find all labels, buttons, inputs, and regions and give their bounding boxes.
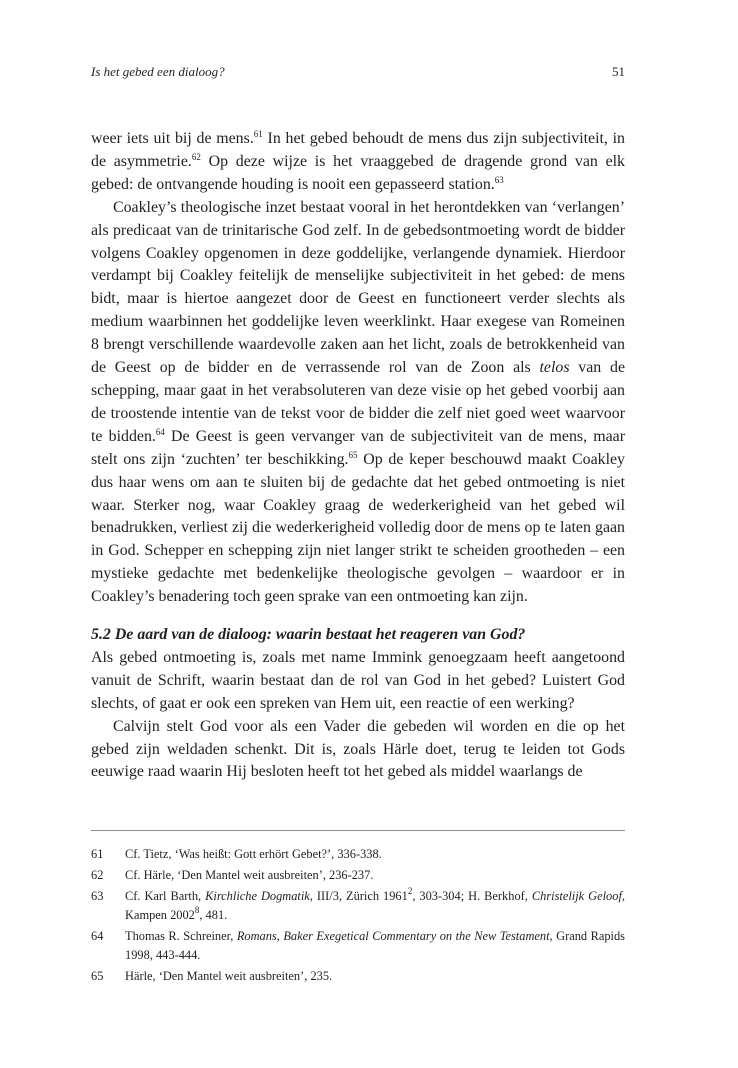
running-header [91,64,625,84]
footnote-number: 62 [91,868,104,882]
footnote [91,845,625,864]
emphasis: telos [539,359,570,377]
edition-superscript: 8 [194,905,200,915]
page-number: 51 [612,64,625,79]
footnote-number: 63 [91,889,104,903]
footnote-ref: 64 [155,426,165,437]
footnote-text: , 481. [199,908,228,922]
footnote-text: Cf. Tietz, ‘Was heißt: Gott erhört Gebet?’, 336-338. [125,847,382,861]
footnote-ref: 63 [494,174,504,185]
footnote-text: Härle, ‘Den Mantel weit ausbreiten’, 235. [125,969,333,983]
edition-superscript: 2 [407,886,413,896]
footnote [91,927,625,965]
text-run: De Geest is geen vervanger van de subjectiviteit van de mens, maar stelt ons zijn ‘zuchten’ ter beschikking. [91,427,625,468]
text-run: Op de keper beschouwd maakt Coakley dus haar wens om aan te sluiten bij de gedachte dat het gebed ontmoeting is niet waar. Sterker nog, waar Coakley graag de wederkerigheid van het gebed wil benadrukken, verliest zij die wederkerigheid volledig door de mens op te laten gaan in God. Schepper en schepping zijn niet langer strikt te scheiden grootheden – een mystieke gedachte met bedenkelijke theologische gevolgen – waardoor er in Coakley’s benadering toch geen sprake van een ontmoeting kan zijn. [91,450,625,606]
footnote-number: 61 [91,847,104,861]
text-run: Coakley’s theologische inzet bestaat vooral in het herontdekken van ‘verlangen’ als predicaat van de trinitarische God zelf. In de gebedsontmoeting wordt de bidder volgens Coakley opgenomen in deze goddelijke, verlangende dynamiek. Hierdoor verdampt bij Coakley feitelijk de menselijke subjectiviteit in het gebed: de mens bidt, maar is hiertoe aangezet door de Geest en functioneert verder slechts als medium waarbinnen het goddelijke leven weerklinkt. Haar exegese van Romeinen 8 brengt verschillende waardevolle zaken aan het licht, zoals de betrokkenheid van de Geest op de bidder en de verrassende rol van de Zoon als [91,198,625,377]
footnote-number: 65 [91,969,104,983]
paragraph-coakley [91,197,625,609]
footnote-divider [91,830,625,831]
footnotes [91,845,625,988]
text-run: weer iets uit bij de mens. [91,130,254,147]
text-run: van de schepping, maar gaat in het verabsoluteren van deze visie op het gebed voorbij aan de troostende intentie van de tekst voor de bidder die zelf niet goed weet waarvoor te bidden. [91,359,626,445]
footnote-ref: 61 [253,129,263,139]
footnote [91,866,625,885]
footnote [91,967,625,986]
main-text [91,128,625,784]
footnote-text: Cf. Härle, ‘Den Mantel weit ausbreiten’, 236-237. [125,868,374,882]
section-heading: 5.2 De aard van de dialoog: waarin bestaat het reageren van God? [91,626,526,644]
book-title: Kirchliche Dogmatik [205,889,310,903]
text-run: Op deze wijze is het vraaggebed de dragende grond van elk gebed: de ontvangende houding is nooit een gepasseerd station. [91,152,625,193]
book-title: Baker Exegetical Commentary on the New Testament [283,929,550,943]
text-run: In het gebed behoudt de mens dus zijn subjectiviteit, in de asymmetrie. [91,130,626,170]
footnote [91,887,625,925]
running-title: Is het gebed een dialoog? [91,64,225,79]
paragraph-section-intro: Als gebed ontmoeting is, zoals met name Immink genoegzaam heeft aangetoond vanuit de Schrift, waarin bestaat dan de rol van God in het gebed? Luistert God slechts, of gaat er ook een spreken van Hem uit, een reactie of een werking? [91,648,625,712]
book-title: Christelijk Geloof [531,889,622,903]
book-title: Romans [236,929,277,943]
paragraph-calvijn: Calvijn stelt God voor als een Vader die gebeden wil worden en die op het gebed zijn weldaden schenkt. Dit is, zoals Härle doet, terug te leiden tot Gods eeuwige raad waarin Hij besloten heeft tot het gebed als middel waarlangs de [91,717,625,781]
footnote-ref: 62 [191,151,201,162]
footnote-number: 64 [91,929,104,943]
footnote-text: , [276,929,284,943]
footnote-text: , Grand Rapids 1998, 443-444. [125,929,625,962]
footnote-text: Thomas R. Schreiner, [125,929,237,943]
footnote-text: , 303-304; H. Berkhof, [412,889,532,903]
paragraph-continuation [91,128,625,197]
footnote-text: , Kampen 2002 [125,889,625,922]
footnote-text: Cf. Karl Barth, [125,889,206,903]
footnote-text: , III/3, Zürich 1961 [309,889,408,903]
footnote-ref: 65 [348,449,358,460]
